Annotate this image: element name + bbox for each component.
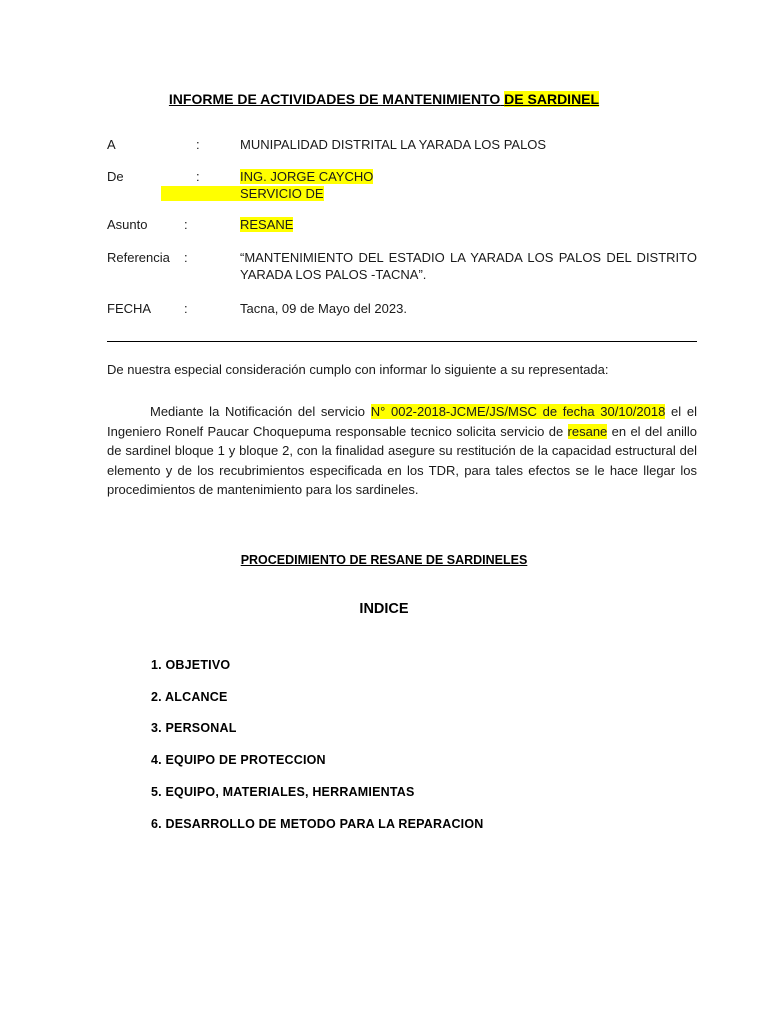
memo-value-asunto bbox=[240, 216, 697, 233]
memo-colon-de: : bbox=[196, 169, 200, 184]
resane-word: resane bbox=[567, 423, 608, 439]
index-item-alcance: 2. ALCANCE bbox=[151, 690, 228, 704]
intro-paragraph: De nuestra especial consideración cumplo con informar lo siguiente a su representada: bbox=[107, 362, 609, 377]
memo-colon-a: : bbox=[196, 137, 200, 152]
index-item-equipo-materiales: 5. EQUIPO, MATERIALES, HERRAMIENTAS bbox=[151, 785, 415, 799]
body-text-2: el el Ingeniero Ronelf Paucar Choquepuma responsable tecnico solicita servicio de bbox=[107, 404, 697, 439]
memo-colon-referencia: : bbox=[184, 250, 188, 265]
body-text-1: Mediante la Notificación del servicio bbox=[150, 404, 371, 419]
index-item-objetivo: 1. OBJETIVO bbox=[151, 658, 231, 672]
memo-value-a: MUNIPALIDAD DISTRITAL LA YARADA LOS PALOS bbox=[240, 137, 547, 152]
index-item-desarrollo: 6. DESARROLLO DE METODO PARA LA REPARACION bbox=[151, 817, 484, 831]
highlight-mark bbox=[161, 186, 240, 201]
memo-label-de: De bbox=[107, 169, 124, 184]
body-text-3: en el del anillo de sardinel bloque 1 y bloque 2, con la finalidad asegure su restitución de la capacidad estructural del elemento y de los recubrimientos especificada en los TDR, para tales efectos se le hace llegar los procedimientos de mantenimiento para los sardineles. bbox=[107, 423, 697, 497]
memo-label-referencia: Referencia bbox=[107, 250, 170, 265]
report-title-highlight: DE SARDINEL bbox=[504, 91, 600, 107]
memo-colon-asunto: : bbox=[184, 217, 188, 232]
memo-value-de bbox=[240, 168, 697, 202]
report-title bbox=[0, 91, 768, 107]
notification-number: N° 002-2018-JCME/JS/MSC de fecha 30/10/2018 bbox=[370, 404, 666, 419]
procedure-title: PROCEDIMIENTO DE RESANE DE SARDINELES bbox=[240, 553, 528, 567]
header-separator bbox=[107, 341, 697, 342]
memo-label-a: A bbox=[107, 137, 116, 152]
memo-label-asunto: Asunto bbox=[107, 217, 148, 232]
report-title-text: INFORME DE ACTIVIDADES DE MANTENIMIENTO bbox=[168, 91, 501, 107]
memo-colon-fecha: : bbox=[184, 301, 188, 316]
memo-de-service: SERVICIO DE bbox=[240, 186, 324, 201]
index-item-equipo-proteccion: 4. EQUIPO DE PROTECCION bbox=[151, 753, 326, 767]
memo-value-referencia: “MANTENIMIENTO DEL ESTADIO LA YARADA LOS PALOS DEL DISTRITO YARADA LOS PALOS -TACNA”. bbox=[240, 250, 697, 282]
memo-value-fecha: Tacna, 09 de Mayo del 2023. bbox=[240, 301, 407, 316]
body-paragraph bbox=[107, 402, 697, 500]
index-item-personal: 3. PERSONAL bbox=[151, 721, 237, 735]
memo-asunto-text: RESANE bbox=[240, 217, 294, 232]
index-heading: INDICE bbox=[359, 601, 409, 617]
memo-de-name: ING. JORGE CAYCHO bbox=[240, 169, 374, 184]
memo-label-fecha: FECHA bbox=[107, 301, 152, 316]
